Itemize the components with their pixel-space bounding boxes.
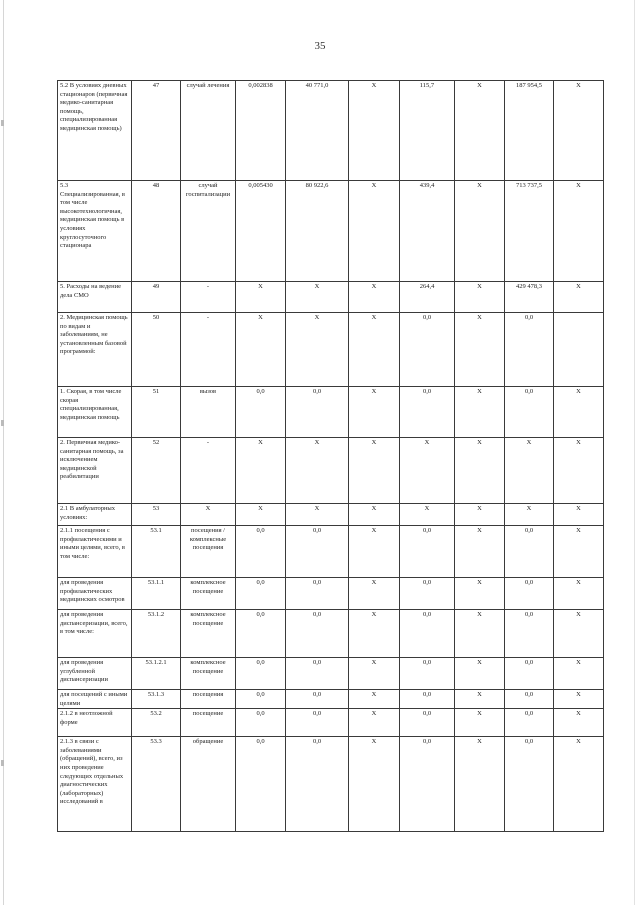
table-cell: X — [455, 282, 505, 313]
table-cell: 0,0 — [400, 578, 455, 610]
table-cell: 0,0 — [286, 690, 349, 709]
table-cell: 49 — [132, 282, 181, 313]
table-cell: 5.3 Специализированная, в том числе высокотехнологичная, медицинская помощь в условиях круглосуточного стационара — [58, 181, 132, 282]
table-cell: X — [236, 313, 286, 387]
table-cell: X — [455, 181, 505, 282]
table-cell: 0,0 — [400, 526, 455, 578]
table-cell: X — [455, 504, 505, 526]
table-cell: 264,4 — [400, 282, 455, 313]
table-cell: X — [349, 81, 400, 181]
table-cell: 53.3 — [132, 737, 181, 832]
table-cell: 0,0 — [286, 526, 349, 578]
table-cell: 0,0 — [286, 387, 349, 438]
table-cell: 0,0 — [236, 387, 286, 438]
table-cell: 2.1.2 в неотложной форме — [58, 709, 132, 737]
table-cell: 0,0 — [505, 709, 554, 737]
table-cell: 115,7 — [400, 81, 455, 181]
table-cell: вызов — [181, 387, 236, 438]
table-cell: X — [554, 438, 604, 504]
table-row — [58, 438, 604, 504]
table-cell: 0,0 — [400, 610, 455, 658]
table-cell: - — [181, 282, 236, 313]
table-row — [58, 504, 604, 526]
table-cell: 1. Скорая, в том числе скорая специализированная, медицинская помощь — [58, 387, 132, 438]
table-cell: 53.2 — [132, 709, 181, 737]
table-cell: X — [349, 709, 400, 737]
table-row — [58, 658, 604, 690]
table-cell: 187 954,5 — [505, 81, 554, 181]
table-cell: X — [349, 438, 400, 504]
table-cell: X — [455, 737, 505, 832]
table-cell: случай госпитализации — [181, 181, 236, 282]
table-row — [58, 313, 604, 387]
table-cell: комплексное посещение — [181, 658, 236, 690]
table-cell: 0,0 — [286, 610, 349, 658]
table-cell: X — [455, 438, 505, 504]
table-cell: 53.1.2.1 — [132, 658, 181, 690]
table-cell: X — [349, 313, 400, 387]
table-cell: 0,0 — [505, 737, 554, 832]
table-cell: 53.1.3 — [132, 690, 181, 709]
table-cell: X — [455, 690, 505, 709]
table-cell: 713 737,5 — [505, 181, 554, 282]
table-cell: - — [181, 438, 236, 504]
table-cell: 80 922,6 — [286, 181, 349, 282]
table-cell: комплексное посещение — [181, 610, 236, 658]
table-cell: 0,0 — [400, 709, 455, 737]
table-cell: X — [554, 387, 604, 438]
table-cell: 52 — [132, 438, 181, 504]
financing-table — [57, 80, 604, 832]
table-cell: X — [554, 610, 604, 658]
table-cell: X — [349, 504, 400, 526]
table-row — [58, 690, 604, 709]
table-cell: X — [455, 81, 505, 181]
table-cell: 5. Расходы на ведение дела СМО — [58, 282, 132, 313]
table-cell: для посещений с иными целями — [58, 690, 132, 709]
table-row — [58, 737, 604, 832]
table-cell: 0,0 — [505, 690, 554, 709]
table-cell: 0,0 — [505, 526, 554, 578]
table-cell: X — [286, 282, 349, 313]
table-cell: 0,0 — [286, 658, 349, 690]
page-number: 35 — [314, 40, 326, 52]
table-cell: X — [286, 438, 349, 504]
scan-mark — [1, 120, 4, 126]
table-cell: 0,0 — [236, 737, 286, 832]
table-cell: X — [349, 282, 400, 313]
table-cell: X — [554, 526, 604, 578]
table-cell: 439,4 — [400, 181, 455, 282]
table-cell: 0,0 — [400, 313, 455, 387]
table-cell: X — [236, 504, 286, 526]
table-cell: 0,0 — [236, 658, 286, 690]
table-cell: 51 — [132, 387, 181, 438]
table-cell: 0,0 — [286, 737, 349, 832]
table-cell: 0,002838 — [236, 81, 286, 181]
table-cell: X — [236, 282, 286, 313]
table-cell: 0,0 — [236, 610, 286, 658]
table-cell: X — [554, 578, 604, 610]
table-cell: 50 — [132, 313, 181, 387]
table-cell: X — [349, 387, 400, 438]
table-cell: 0,0 — [505, 610, 554, 658]
table-cell: посещения — [181, 690, 236, 709]
table-cell: X — [349, 690, 400, 709]
table-cell: посещение — [181, 709, 236, 737]
table-cell: для проведения профилактических медицинских осмотров — [58, 578, 132, 610]
table-cell: обращение — [181, 737, 236, 832]
table-cell: X — [349, 181, 400, 282]
table-cell: 53 — [132, 504, 181, 526]
table-cell: 0,0 — [236, 526, 286, 578]
table-cell: X — [455, 709, 505, 737]
table-cell: X — [505, 438, 554, 504]
table-cell: X — [554, 737, 604, 832]
table-cell: 0,0 — [236, 578, 286, 610]
table-cell: 0,0 — [400, 387, 455, 438]
table-row — [58, 610, 604, 658]
table-row — [58, 181, 604, 282]
scan-edge-left — [3, 0, 4, 905]
table-cell: X — [554, 181, 604, 282]
table-cell: - — [181, 313, 236, 387]
table-cell: 53.1.1 — [132, 578, 181, 610]
table-cell: 0,0 — [400, 658, 455, 690]
table-cell: X — [554, 81, 604, 181]
table-cell: X — [505, 504, 554, 526]
table-cell: для проведения диспансеризации, всего, в том числе: — [58, 610, 132, 658]
table-cell: X — [349, 737, 400, 832]
table-cell: X — [455, 526, 505, 578]
table-cell: X — [554, 709, 604, 737]
table-cell: 0,005430 — [236, 181, 286, 282]
table-cell: случай лечения — [181, 81, 236, 181]
table-cell: 2.1.1 посещения с профилактическими и иными целями, всего, в том числе: — [58, 526, 132, 578]
table-row — [58, 387, 604, 438]
table-cell: X — [236, 438, 286, 504]
table-cell: X — [400, 504, 455, 526]
table-cell: X — [286, 313, 349, 387]
table-cell: X — [554, 658, 604, 690]
table-row — [58, 709, 604, 737]
table-cell: X — [455, 387, 505, 438]
table-cell: 2.1.3 в связи с заболеваниями (обращений), всего, из них проведение следующих отдельных диагностических (лабораторных) исследований в — [58, 737, 132, 832]
table-cell: 0,0 — [236, 690, 286, 709]
table-cell: 0,0 — [505, 313, 554, 387]
table-cell: 0,0 — [286, 709, 349, 737]
scan-mark — [1, 420, 4, 426]
table-cell: X — [349, 658, 400, 690]
table-cell: X — [349, 610, 400, 658]
table-cell: 2. Медицинская помощь по видам и заболеваниям, не установленным базовой программой: — [58, 313, 132, 387]
table-cell: 0,0 — [400, 737, 455, 832]
table-row — [58, 578, 604, 610]
table-cell: X — [181, 504, 236, 526]
table-cell: X — [286, 504, 349, 526]
table-cell: 0,0 — [505, 387, 554, 438]
scan-mark — [1, 760, 4, 766]
table-cell: 48 — [132, 181, 181, 282]
table-cell: 0,0 — [505, 578, 554, 610]
table-cell: X — [554, 504, 604, 526]
table-cell: 53.1.2 — [132, 610, 181, 658]
table-cell: 0,0 — [400, 690, 455, 709]
scan-edge-right — [634, 0, 635, 905]
table-cell: X — [455, 313, 505, 387]
table-cell: X — [554, 282, 604, 313]
table-cell: X — [455, 610, 505, 658]
table-row — [58, 81, 604, 181]
table-cell: посещения /комплексные посещения — [181, 526, 236, 578]
table-cell: 47 — [132, 81, 181, 181]
table-cell: X — [349, 578, 400, 610]
table-cell: 5.2 В условиях дневных стационаров (первичная медико-санитарная помощь, специализированная медицинская помощь) — [58, 81, 132, 181]
table-cell: X — [349, 526, 400, 578]
table-cell: комплексное посещение — [181, 578, 236, 610]
table-cell: 40 771,0 — [286, 81, 349, 181]
table-cell: X — [554, 690, 604, 709]
table-cell: X — [400, 438, 455, 504]
table-cell: 2. Первичная медико-санитарная помощь, за исключением медицинской реабилитации — [58, 438, 132, 504]
table-cell: 0,0 — [505, 658, 554, 690]
table-cell: 0,0 — [286, 578, 349, 610]
table-cell: 2.1 В амбулаторных условиях: — [58, 504, 132, 526]
table-row — [58, 526, 604, 578]
table-cell — [554, 313, 604, 387]
table-cell: 53.1 — [132, 526, 181, 578]
table-cell: 0,0 — [236, 709, 286, 737]
table-cell: X — [455, 578, 505, 610]
table-cell: 429 478,3 — [505, 282, 554, 313]
table-cell: для проведения углубленной диспансеризации — [58, 658, 132, 690]
table-row — [58, 282, 604, 313]
table-cell: X — [455, 658, 505, 690]
